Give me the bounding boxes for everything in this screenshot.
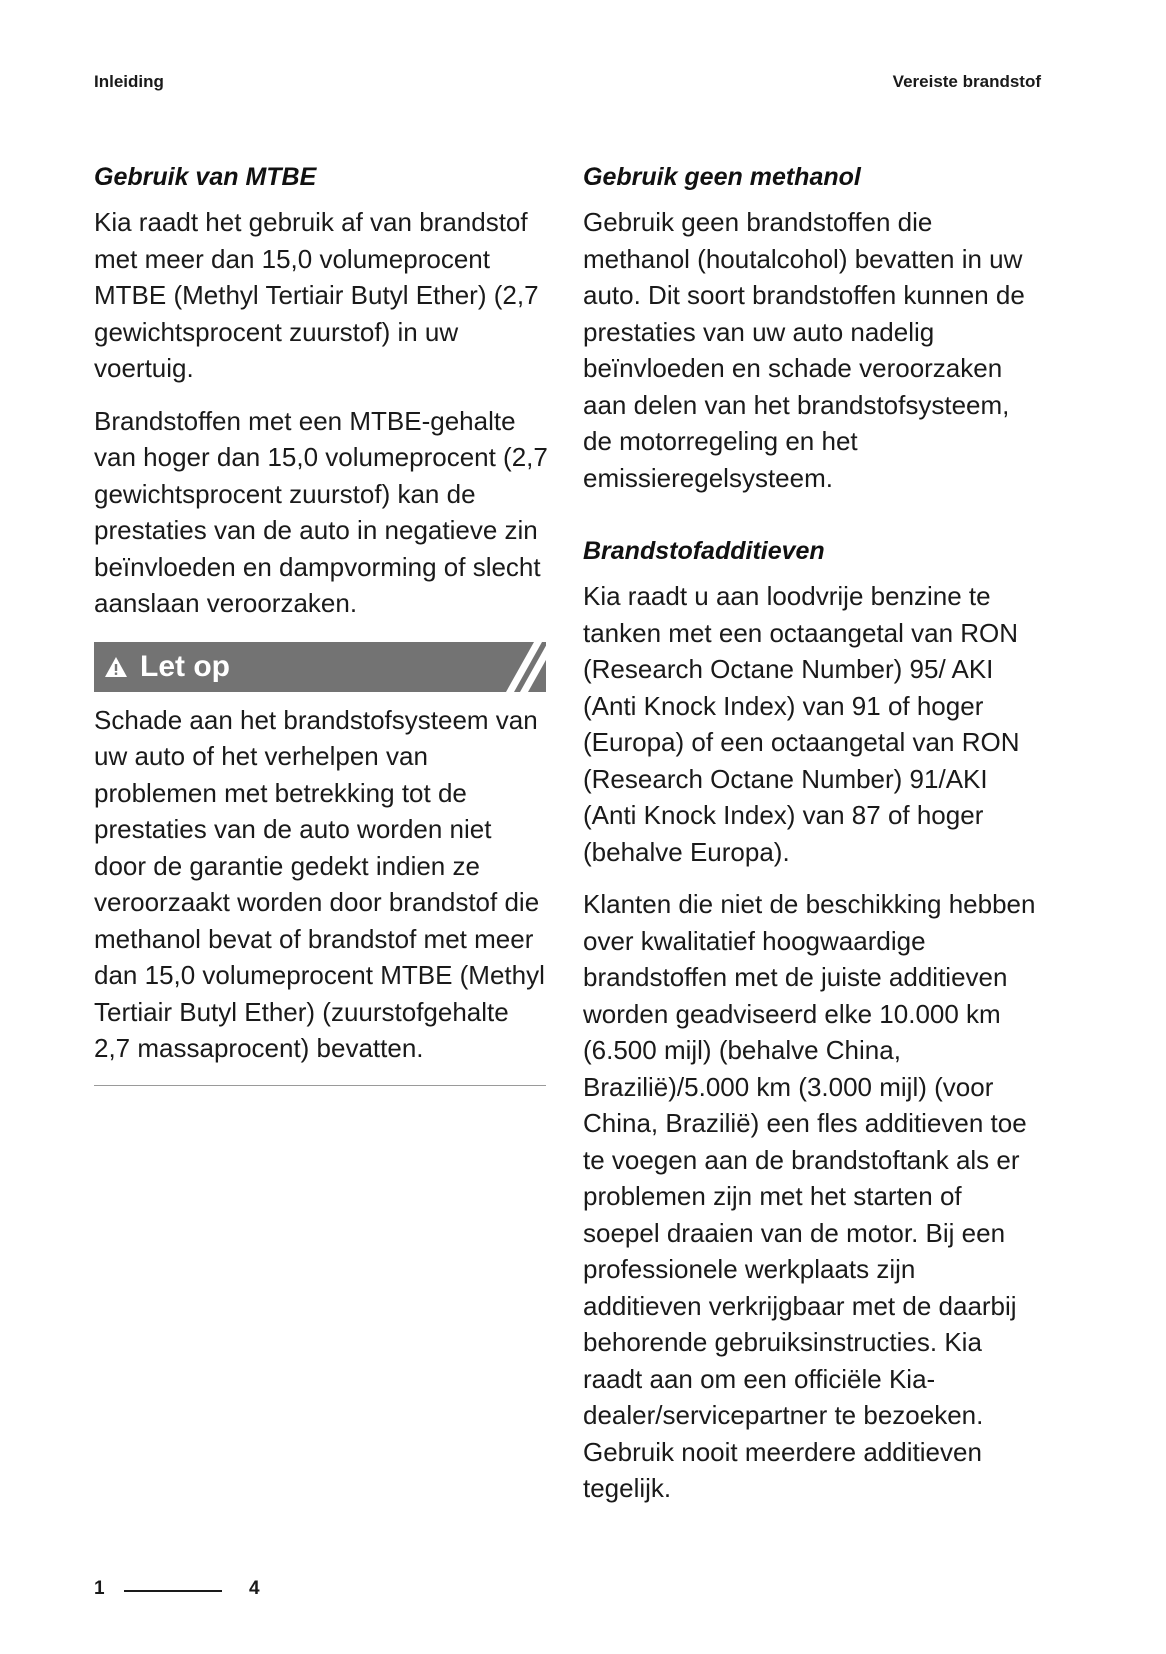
decorative-stripes xyxy=(466,642,546,692)
running-header-section: Inleiding xyxy=(94,72,164,91)
warning-triangle-icon xyxy=(104,655,128,679)
running-header-topic: Vereiste brandstof xyxy=(892,72,1041,91)
heading-no-methanol: Gebruik geen methanol xyxy=(583,163,861,191)
mtbe-paragraph-2: Brandstoffen met een MTBE-gehalte van hoger dan 15,0 volumeprocent (2,7 gewichtsprocent zuurstof) kan de prestaties van de auto in negatieve zin beïnvloeden en dampvorming of slecht aanslaan veroorzaken. xyxy=(94,405,548,618)
caution-text: Schade aan het brandstofsysteem van uw auto of het verhelpen van problemen met betrekking tot de prestaties van de auto worden niet door de garantie gedekt indien ze veroorzaakt worden door brandstof die methanol bevat of brandstof met meer dan 15,0 volumeprocent MTBE (Methyl Tertiair Butyl Ether) (zuurstofgehalte 2,7 massaprocent) bevatten. xyxy=(94,704,545,1063)
chapter-number: 1 xyxy=(94,1578,105,1599)
mtbe-paragraph-1: Kia raadt het gebruik af van brandstof met meer dan 15,0 volumeprocent MTBE (Methyl Tertiair Butyl Ether) (2,7 gewichtsprocent zuurstof) in uw voertuig. xyxy=(94,207,539,383)
heading-mtbe: Gebruik van MTBE xyxy=(94,163,317,191)
caution-label: Let op xyxy=(140,649,230,683)
caution-banner xyxy=(94,642,546,692)
page-number: 4 xyxy=(249,1578,260,1599)
caution-end-rule xyxy=(94,1085,546,1086)
left-column xyxy=(94,160,549,1086)
heading-fuel-additives: Brandstofadditieven xyxy=(583,537,825,565)
footer-rule xyxy=(124,1590,222,1592)
methanol-paragraph: Gebruik geen brandstoffen die methanol (houtalcohol) bevatten in uw auto. Dit soort brandstoffen kunnen de prestaties van uw auto nadelig beïnvloeden en schade veroorzaken aan delen van het brandstofsysteem, de motorregeling en het emissieregelsysteem. xyxy=(583,207,1025,493)
additives-paragraph-2: Klanten die niet de beschikking hebben over kwalitatief hoogwaardige brandstoffen met de juiste additieven worden geadviseerd elke 10.000 km (6.500 mijl) (behalve China, Brazilië)/5.000 km (3.000 mijl) (voor China, Brazilië) een fles additieven toe te voegen aan de brandstoftank als er problemen zijn met het starten of soepel draaien van de motor. Bij een professionele werkplaats zijn additieven verkrijgbaar met de daarbij behorende gebruiksinstructies. Kia raadt aan om een officiële Kia-dealer/servicepartner te bezoeken. Gebruik nooit meerdere additieven tegelijk. xyxy=(583,889,1036,1503)
right-column xyxy=(583,160,1038,1523)
additives-paragraph-1: Kia raadt u aan loodvrije benzine te tanken met een octaangetal van RON (Research Octane Number) 95/ AKI (Anti Knock Index) van 91 of hoger (Europa) of een octaangetal van RON (Research Octane Number) 91/AKI (Anti Knock Index) van 87 of hoger (behalve Europa). xyxy=(583,581,1020,867)
